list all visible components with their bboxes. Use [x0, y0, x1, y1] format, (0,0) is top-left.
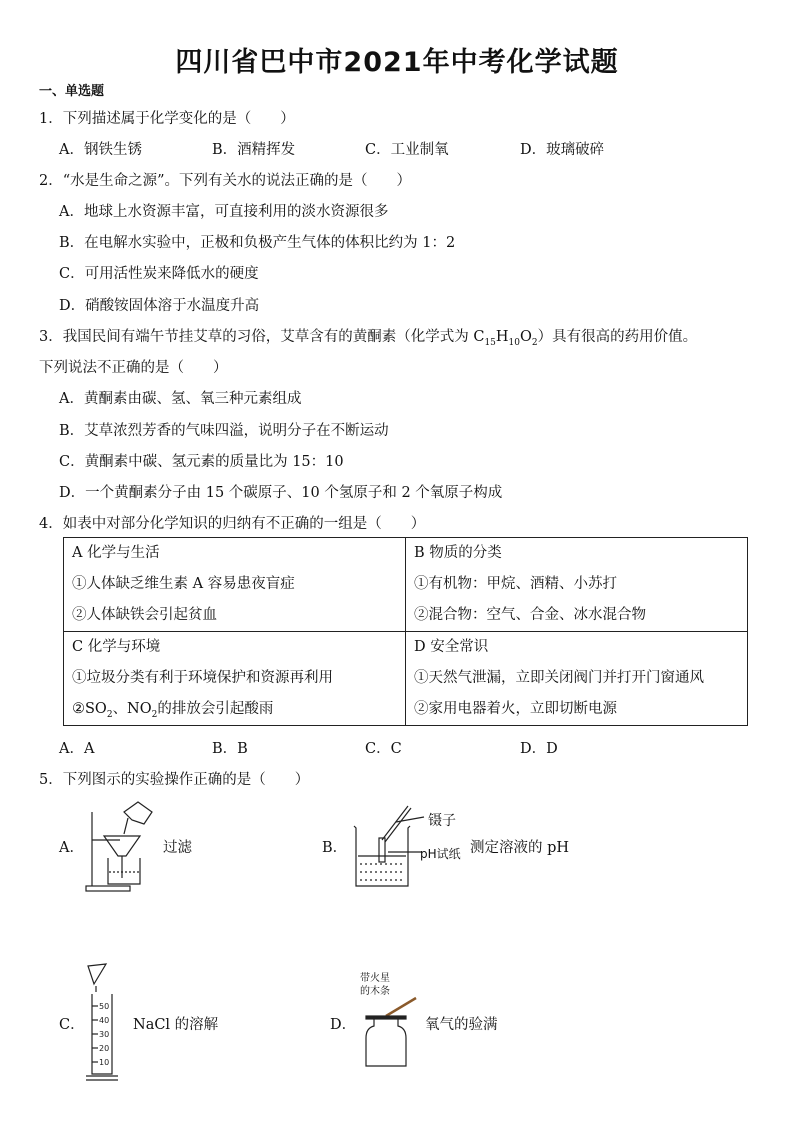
q4-option-a: A．A — [59, 741, 95, 757]
q2-option-b: B．在电解水实验中，正极和负极产生气体的体积比约为 1：2 — [59, 235, 456, 251]
ph-paper-label: pH试纸 — [420, 847, 461, 861]
q5-stem: 5．下列图示的实验操作正确的是（ ） — [39, 772, 310, 788]
q1-option-b: B．酒精挥发 — [212, 142, 296, 158]
q2-option-a: A．地球上水资源丰富，可直接利用的淡水资源很多 — [59, 204, 389, 220]
measuring-cylinder-figure — [80, 962, 130, 1084]
oxygen-test-figure — [356, 994, 426, 1070]
q3-option-a: A．黄酮素由碳、氢、氧三种元素组成 — [59, 391, 302, 407]
q3-option-c: C．黄酮素中碳、氢元素的质量比为 15：10 — [59, 454, 344, 470]
q4-option-d: D．D — [520, 741, 558, 757]
q3-option-b: B．艾草浓烈芳香的气味四溢，说明分子在不断运动 — [59, 423, 389, 439]
splint-label: 带火星 的木条 — [360, 973, 390, 997]
cylinder-tick-30: 30 — [99, 1030, 110, 1039]
q1-option-c: C．工业制氧 — [365, 142, 449, 158]
q4-stem: 4．如表中对部分化学知识的归纳有不正确的一组是（ ） — [39, 516, 426, 532]
q2-option-d: D．硝酸铵固体溶于水温度升高 — [59, 298, 260, 314]
q3-option-d: D．一个黄酮素分子由 15 个碳原子、10 个氢原子和 2 个氧原子构成 — [59, 485, 503, 501]
q2-option-c: C．可用活性炭来降低水的硬度 — [59, 266, 259, 282]
cylinder-tick-50: 50 — [99, 1002, 110, 1011]
table-cell-d: D 安全常识 ①天然气泄漏，立即关闭阀门并打开门窗通风 ②家用电器着火，立即切断电源 — [406, 632, 748, 726]
table-cell-c: C 化学与环境 ①垃圾分类有利于环境保护和资源再利用 $②SO_2$、$NO_2$的排放会引起酸雨 — [64, 632, 406, 726]
cylinder-tick-10: 10 — [99, 1058, 110, 1067]
cylinder-tick-20: 20 — [99, 1044, 110, 1053]
q1-option-d: D．玻璃破碎 — [520, 142, 605, 158]
q5-option-c-label: NaCl 的溶解 — [133, 1017, 219, 1033]
filtration-figure — [82, 798, 162, 894]
tweezers-label: 镊子 — [428, 813, 456, 829]
q4-option-c: C．C — [365, 741, 402, 757]
table-cell-b: B 物质的分类 ①有机物：甲烷、酒精、小苏打 ②混合物：空气、合金、冰水混合物 — [406, 538, 748, 632]
q4-option-b: B．B — [212, 741, 248, 757]
q3-stem: 3．我国民间有端午节挂艾草的习俗，艾草含有的黄酮素（化学式为 $C_{15}H_{10}O_2$）具有很高的药用价值。 — [39, 329, 698, 348]
table-cell-a: A 化学与生活 ①人体缺乏维生素 A 容易患夜盲症 ②人体缺铁会引起贫血 — [64, 538, 406, 632]
q5-option-d-label: 氧气的验满 — [425, 1017, 498, 1033]
q5-option-a-letter: A． — [59, 840, 84, 856]
knowledge-table — [63, 537, 748, 726]
q5-option-d-letter: D． — [330, 1017, 357, 1033]
q2-stem: 2．“水是生命之源”。下列有关水的说法正确的是（ ） — [39, 173, 412, 189]
q3-stem-line2: 下列说法不正确的是（ ） — [39, 360, 228, 376]
q1-stem: 1．下列描述属于化学变化的是（ ） — [39, 111, 295, 127]
section-heading: 一、单选题 — [39, 84, 105, 99]
q5-option-b-letter: B． — [322, 840, 348, 856]
q5-option-b-label: 测定溶液的 pH — [470, 840, 570, 856]
q1-option-a: A．钢铁生锈 — [59, 142, 142, 158]
page-title: 四川省巴中市2021年中考化学试题 — [175, 47, 619, 78]
cylinder-tick-40: 40 — [99, 1016, 110, 1025]
q5-option-c-letter: C． — [59, 1017, 85, 1033]
q5-option-a-label: 过滤 — [163, 840, 192, 856]
